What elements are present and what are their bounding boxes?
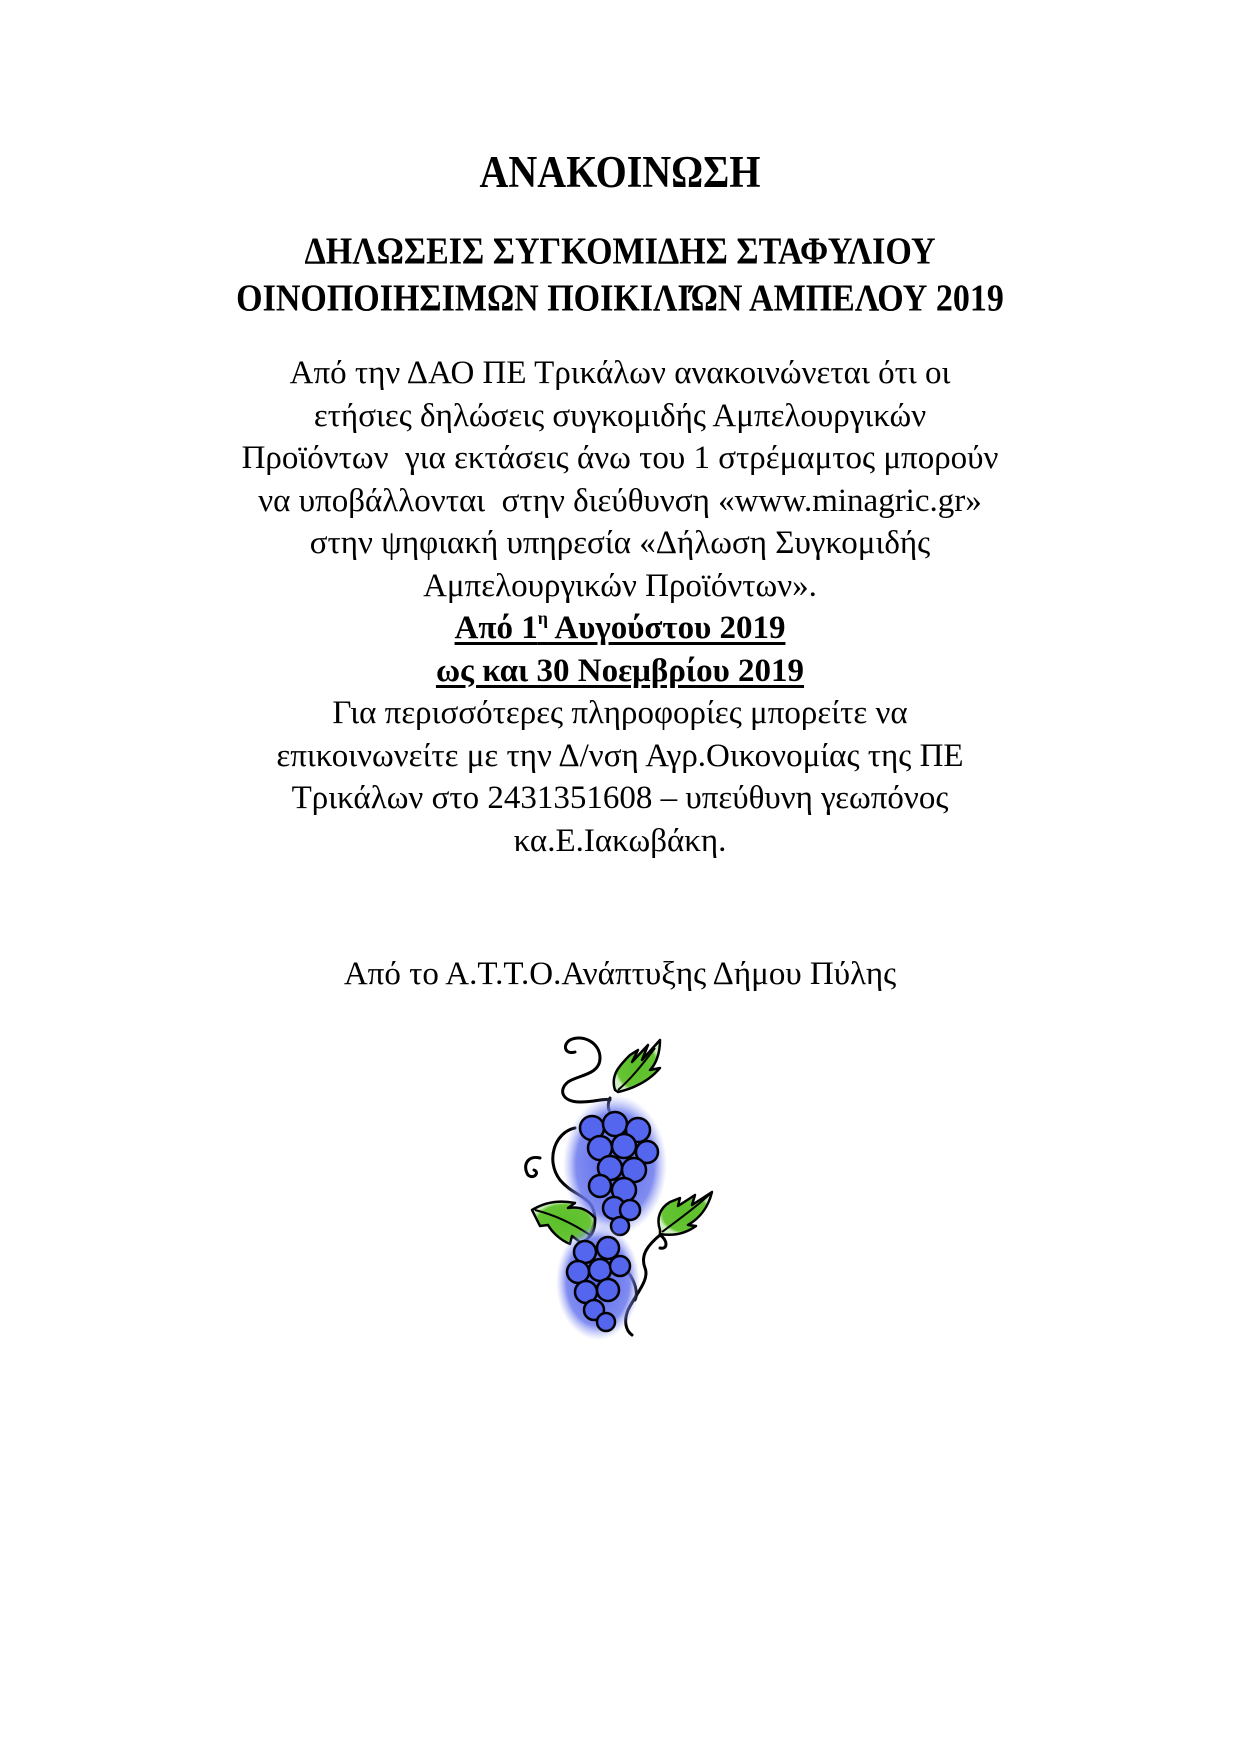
leaf-icon <box>614 1040 660 1092</box>
body-line: στην ψηφιακή υπηρεσία «Δήλωση Συγκομιδής <box>309 525 931 561</box>
contact-line: κα.Ε.Ιακωβάκη. <box>513 822 727 859</box>
grape-vine-illustration <box>520 1020 740 1350</box>
contact-line: Τρικάλων στο 2431351608 – υπεύθυνη γεωπόνος <box>291 780 949 816</box>
period-to <box>0 650 1240 693</box>
body-line: Προϊόντων για εκτάσεις άνω του 1 στρέμαμτος μπορούν <box>241 440 999 476</box>
contact-line: επικοινωνείτε με την Δ/νση Αγρ.Οικονομίας της ΠΕ <box>276 737 964 774</box>
grape-bunch-icon <box>556 1224 640 1340</box>
contact-line: Για περισσότερες πληροφορίες μπορείτε να <box>332 695 908 731</box>
body-line: Από την ΔΑΟ ΠΕ Τρικάλων ανακοινώνεται ότι οι <box>289 355 951 391</box>
body-line: να υποβάλλονται στην διεύθυνση «www.minagric.gr» <box>258 482 982 519</box>
period-from-prefix: Από 1 <box>454 610 538 646</box>
body-line: ετήσιες δηλώσεις συγκομιδής Αμπελουργικών <box>313 397 927 434</box>
period-from-sup: η <box>537 608 548 628</box>
period-to-text: ως και 30 Νοεμβρίου 2019 <box>435 652 805 689</box>
subtitle-line: ΟΙΝΟΠΟΙΗΣΙΜΩΝ ΠΟΙΚΙΛΙΏΝ ΑΜΠΕΛΟΥ 2019 <box>236 278 1004 320</box>
announcement-title: ΑΝΑΚΟΙΝΩΣΗ <box>479 145 761 198</box>
announcement-body <box>0 352 1240 862</box>
period-from <box>0 607 1240 650</box>
body-line: Αμπελουργικών Προϊόντων». <box>423 567 817 604</box>
leaf-icon <box>658 1192 712 1235</box>
period-from-suffix: Αυγούστου 2019 <box>547 610 786 646</box>
signature: Από το Α.Τ.Τ.Ο.Ανάπτυξης Δήμου Πύλης <box>343 956 897 992</box>
subtitle-line: ΔΗΛΩΣΕΙΣ ΣΥΓΚΟΜΙΔΗΣ ΣΤΑΦΥΛΙΟΥ <box>304 231 936 273</box>
announcement-subtitle <box>0 229 1240 323</box>
